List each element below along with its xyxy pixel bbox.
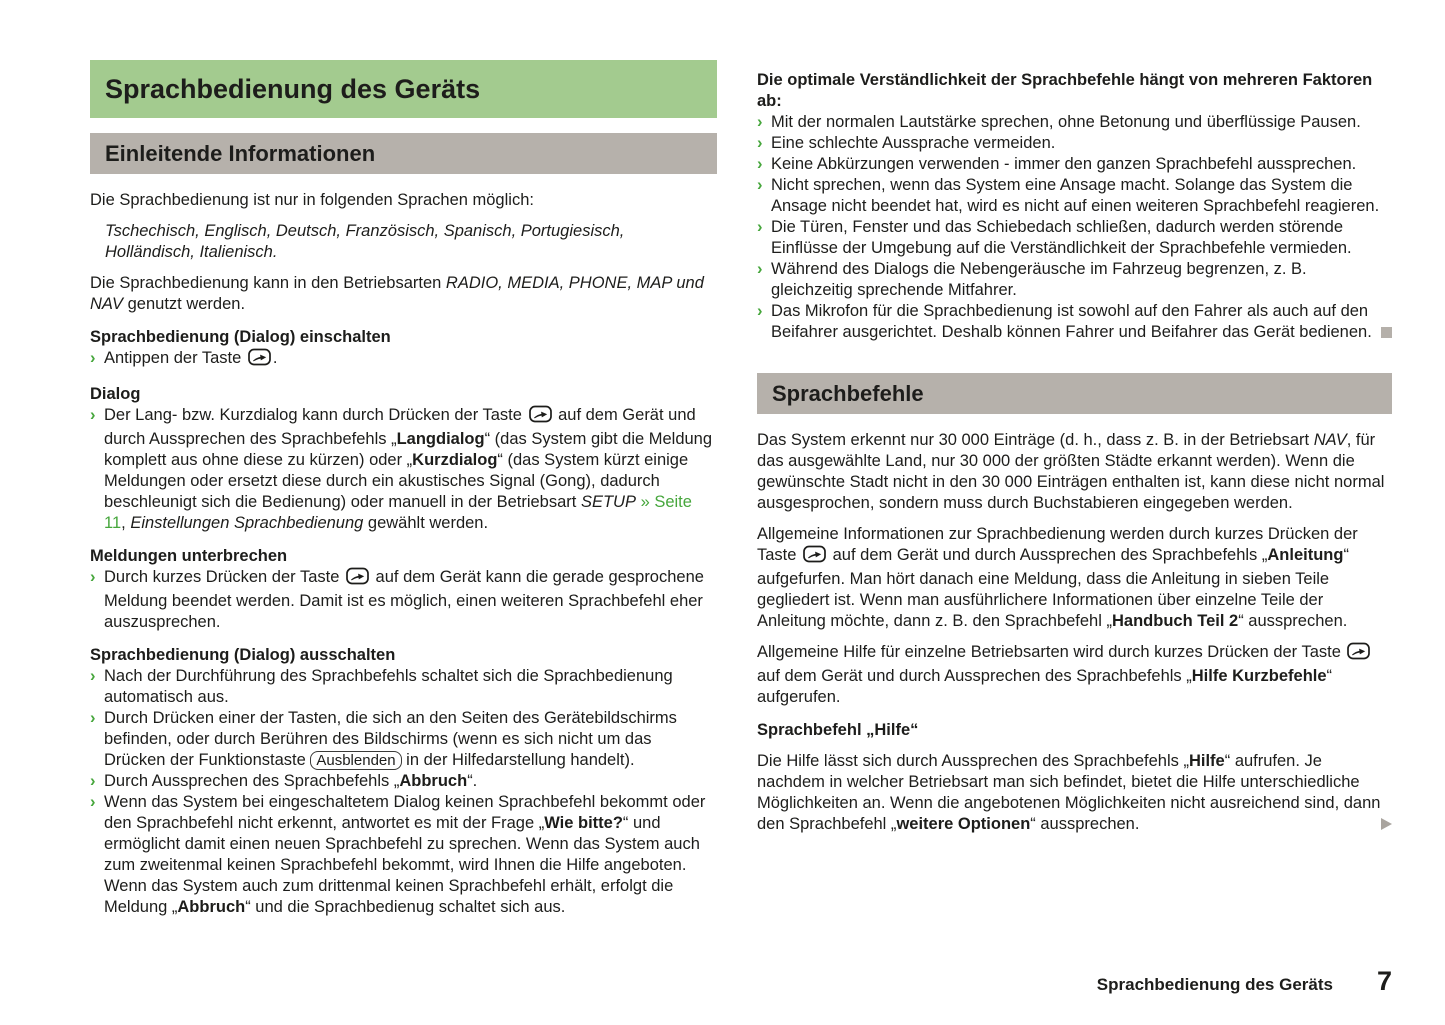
paragraph bbox=[90, 221, 717, 263]
chapter-title: Sprachbedienung des Geräts bbox=[90, 60, 717, 118]
subsection-title: Meldungen unterbrechen bbox=[90, 547, 288, 565]
body-text: Durch kurzes Drücken der Taste bbox=[104, 568, 344, 586]
bullet-item bbox=[90, 348, 717, 372]
body-text: “ aussprechen. bbox=[1030, 815, 1140, 833]
bullet-text bbox=[104, 348, 717, 372]
bullet-text bbox=[771, 259, 1392, 301]
section-end-marker bbox=[1381, 327, 1392, 338]
body-text: Das Mikrofon für die Sprachbedienung ist sowohl auf den Fahrer als auch auf den Beifahrer ausgerichtet. Deshalb können Fahrer und Beifahrer das Gerät bedienen. bbox=[771, 302, 1372, 341]
body-text: Allgemeine Informationen zur Sprachbedienung werden durch kurzes Drücken der Taste bbox=[757, 525, 1358, 564]
subsection-title: Sprachbedienung (Dialog) einschalten bbox=[90, 328, 391, 346]
italic-text: NAV bbox=[1313, 431, 1347, 449]
bullet-marker-icon: › bbox=[757, 155, 763, 173]
body-text: Der Lang- bzw. Kurzdialog kann durch Drücken der Taste bbox=[104, 406, 527, 424]
bullet-marker-icon: › bbox=[90, 793, 96, 811]
bullet-item bbox=[90, 792, 717, 918]
bullet-item bbox=[757, 154, 1392, 175]
bullet-marker-icon: › bbox=[90, 772, 96, 790]
body-text: Keine Abkürzungen verwenden - immer den ganzen Sprachbefehl aussprechen. bbox=[771, 155, 1357, 173]
body-text: Antippen der Taste bbox=[104, 349, 246, 367]
bullet-item bbox=[757, 175, 1392, 217]
voice-command-key-icon bbox=[529, 405, 552, 429]
bullet-marker-icon: › bbox=[757, 218, 763, 236]
page-number: 7 bbox=[1376, 966, 1392, 996]
body-text: “ aufgerufen. bbox=[757, 667, 1333, 706]
body-text: Allgemeine Hilfe für einzelne Betriebsarten wird durch kurzes Drücken der Taste bbox=[757, 643, 1346, 661]
bullet-text bbox=[771, 175, 1392, 217]
body-text: “ und die Sprachbedienug schaltet sich aus. bbox=[245, 898, 566, 916]
page-content bbox=[90, 60, 1392, 928]
body-text: Durch Drücken einer der Tasten, die sich an den Seiten des Gerätebildschirms befinden, oder durch Berühren des Bildschirms (wenn es sich nicht um das Drücken der Funktionstaste bbox=[104, 709, 677, 769]
body-text: Die Sprachbedienung kann in den Betriebsarten bbox=[90, 274, 446, 292]
bullet-item bbox=[90, 666, 717, 708]
bullet-list bbox=[90, 666, 717, 918]
bullet-marker-icon: › bbox=[90, 406, 96, 424]
bullet-text bbox=[104, 405, 717, 534]
emphasis-text: Hilfe bbox=[1188, 752, 1225, 770]
body-text: “. bbox=[467, 772, 478, 790]
body-text: “ aussprechen. bbox=[1238, 612, 1348, 630]
body-text: auf dem Gerät und durch Aussprechen des Sprachbefehls „ bbox=[757, 667, 1192, 685]
body-text: genutzt werden. bbox=[123, 295, 246, 313]
paragraph bbox=[757, 430, 1392, 514]
bullet-marker-icon: › bbox=[90, 568, 96, 586]
voice-command-key-icon bbox=[803, 545, 826, 569]
body-text: Die Sprachbedienung ist nur in folgenden Sprachen möglich: bbox=[90, 191, 534, 209]
bullet-list bbox=[757, 112, 1392, 343]
body-text: auf dem Gerät und durch Aussprechen des Sprachbefehls „ bbox=[828, 546, 1268, 564]
bullet-item bbox=[90, 771, 717, 792]
body-text: “ und ermöglicht damit einen neuen Sprachbefehl zu sprechen. Wenn das System auch zum zweitenmal keinen Sprachbefehl bekommt, wird Ihnen die Hilfe angeboten. Wenn das System auch zum drittenmal keinen Sprachbefehl erhält, erfolgt die Meldung „ bbox=[104, 814, 700, 916]
section-title: Einleitende Informationen bbox=[90, 133, 717, 174]
emphasis-text: Abbruch bbox=[177, 898, 246, 916]
bullet-text bbox=[104, 567, 717, 633]
emphasis-text: Kurzdialog bbox=[412, 451, 498, 469]
bullet-marker-icon: › bbox=[757, 134, 763, 152]
emphasis-text: Anleitung bbox=[1267, 546, 1344, 564]
bullet-list bbox=[90, 567, 717, 633]
bullet-list bbox=[90, 405, 717, 534]
voice-command-key-icon bbox=[346, 567, 369, 591]
italic-text: Einstellungen Sprachbedienung bbox=[130, 514, 364, 532]
bullet-marker-icon: › bbox=[90, 709, 96, 727]
right-column bbox=[757, 60, 1392, 928]
body-text: “ aufgefurfen. Man hört danach eine Meldung, dass die Anleitung in sieben Teile gegliedert ist. Wenn man ausführlichere Informationen über einzelne Teile der Anleitung möchte, dann z. B. den Sprachbefehl „ bbox=[757, 546, 1349, 630]
subsection-title: Dialog bbox=[90, 385, 141, 403]
bullet-marker-icon: › bbox=[757, 113, 763, 131]
paragraph bbox=[90, 273, 717, 315]
paragraph bbox=[757, 751, 1392, 835]
voice-command-key-icon bbox=[248, 348, 271, 372]
italic-text: SETUP bbox=[580, 493, 636, 511]
body-text: Eine schlechte Aussprache vermeiden. bbox=[771, 134, 1056, 152]
page-footer bbox=[1097, 966, 1392, 997]
body-text: Mit der normalen Lautstärke sprechen, ohne Betonung und überflüssige Pausen. bbox=[771, 113, 1361, 131]
bullet-list bbox=[90, 348, 717, 372]
function-key-label: Ausblenden bbox=[310, 751, 401, 770]
bullet-text bbox=[771, 112, 1392, 133]
bullet-text bbox=[771, 217, 1392, 259]
bullet-marker-icon: › bbox=[90, 667, 96, 685]
bullet-item bbox=[757, 217, 1392, 259]
body-text: , bbox=[121, 514, 131, 532]
bullet-marker-icon: › bbox=[757, 176, 763, 194]
body-text: “ (das System gibt die Meldung komplett aus ohne diese zu kürzen) oder „ bbox=[104, 430, 713, 469]
bullet-marker-icon: › bbox=[757, 260, 763, 278]
emphasis-text: Die optimale Verständlichkeit der Sprachbefehle hängt von mehreren Faktoren ab: bbox=[757, 71, 1373, 110]
section-title: Sprachbefehle bbox=[757, 373, 1392, 414]
paragraph bbox=[757, 524, 1392, 632]
bullet-text bbox=[104, 666, 717, 708]
body-text: Nicht sprechen, wenn das System eine Ansage macht. Solange das System die Ansage nicht beendet hat, wird es nicht auf einen weiteren Sprachbefehl reagieren. bbox=[771, 176, 1380, 215]
emphasis-text: Wie bitte? bbox=[544, 814, 623, 832]
body-text: , für das ausgewählte Land, nur 30 000 der größten Städte erkannt werden). Wenn die gewünschte Stadt nicht in den 30 000 Einträgen enthalten ist, kann diese nicht normal ausgesprochen, sondern muss durch Buchstabieren eingegeben werden. bbox=[757, 431, 1385, 512]
body-text: Die Hilfe lässt sich durch Aussprechen des Sprachbefehls „ bbox=[757, 752, 1189, 770]
paragraph bbox=[90, 190, 717, 211]
page-continuation-icon bbox=[1381, 818, 1392, 830]
body-text: “ (das System kürzt einige Meldungen oder ersetzt diese durch ein akustisches Signal (Gong), dadurch beschleunigt sich die Bedienung) oder manuell in der Betriebsart bbox=[104, 451, 689, 511]
body-text: Nach der Durchführung des Sprachbefehls schaltet sich die Sprachbedienung automatisch aus. bbox=[104, 667, 673, 706]
bullet-marker-icon: › bbox=[90, 349, 96, 367]
left-column bbox=[90, 60, 717, 928]
body-text: . bbox=[272, 349, 278, 367]
bullet-text bbox=[771, 154, 1392, 175]
body-text: Die Türen, Fenster und das Schiebedach schließen, dadurch werden störende Einflüsse der Umgebung auf die Verständlichkeit der Sprachbefehle vermieden. bbox=[771, 218, 1352, 257]
bullet-text bbox=[104, 708, 717, 771]
italic-text: RADIO, MEDIA, PHONE, MAP und NAV bbox=[90, 274, 704, 313]
bullet-text bbox=[771, 133, 1392, 154]
body-text: Durch Aussprechen des Sprachbefehls „ bbox=[104, 772, 400, 790]
body-text: Wenn das System bei eingeschaltetem Dialog keinen Sprachbefehl bekommt oder den Sprachbefehl nicht erkennt, antwortet es mit der Frage „ bbox=[104, 793, 706, 832]
bullet-item bbox=[757, 301, 1392, 343]
emphasis-text: Hilfe Kurzbefehle bbox=[1191, 667, 1327, 685]
paragraph bbox=[757, 642, 1392, 708]
emphasis-text: Handbuch Teil 2 bbox=[1111, 612, 1239, 630]
body-text: “ aufrufen. Je nachdem in welcher Betriebsart man sich befindet, bietet die Hilfe unterschiedliche Möglichkeiten an. Wenn die angebotenen Möglichkeiten nicht ausreichend sind, dann den Sprachbefehl „ bbox=[757, 752, 1381, 833]
subsection-title: Sprachbefehl „Hilfe“ bbox=[757, 721, 919, 739]
bullet-marker-icon: › bbox=[757, 302, 763, 320]
bullet-item bbox=[757, 112, 1392, 133]
bullet-item bbox=[90, 567, 717, 633]
bullet-item bbox=[90, 405, 717, 534]
bullet-item bbox=[90, 708, 717, 771]
body-text: auf dem Gerät und durch Aussprechen des Sprachbefehls „ bbox=[104, 406, 696, 448]
body-text: gewählt werden. bbox=[363, 514, 489, 532]
emphasis-text: Langdialog bbox=[396, 430, 485, 448]
bullet-item bbox=[757, 133, 1392, 154]
paragraph bbox=[757, 70, 1392, 112]
bullet-text bbox=[104, 792, 717, 918]
bullet-text bbox=[771, 301, 1392, 343]
body-text: in der Hilfedarstellung handelt). bbox=[401, 751, 635, 769]
footer-section-title: Sprachbedienung des Geräts bbox=[1096, 975, 1333, 994]
bullet-text bbox=[104, 771, 717, 792]
italic-text: Tschechisch, Englisch, Deutsch, Französisch, Spanisch, Portugiesisch, Holländisch, Italienisch. bbox=[105, 222, 625, 261]
cross-reference-link[interactable]: » Seite 11 bbox=[104, 493, 692, 532]
body-text: auf dem Gerät kann die gerade gesprochene Meldung beendet werden. Damit ist es möglich, einen weiteren Sprachbefehl eher auszusprechen. bbox=[104, 568, 704, 631]
body-text: Das System erkennt nur 30 000 Einträge (d. h., dass z. B. in der Betriebsart bbox=[757, 431, 1314, 449]
emphasis-text: Abbruch bbox=[399, 772, 468, 790]
voice-command-key-icon bbox=[1347, 642, 1370, 666]
emphasis-text: weitere Optionen bbox=[896, 815, 1031, 833]
body-text: Während des Dialogs die Nebengeräusche im Fahrzeug begrenzen, z. B. gleichzeitig sprechende Mitfahrer. bbox=[771, 260, 1307, 299]
bullet-item bbox=[757, 259, 1392, 301]
subsection-title: Sprachbedienung (Dialog) ausschalten bbox=[90, 646, 396, 664]
